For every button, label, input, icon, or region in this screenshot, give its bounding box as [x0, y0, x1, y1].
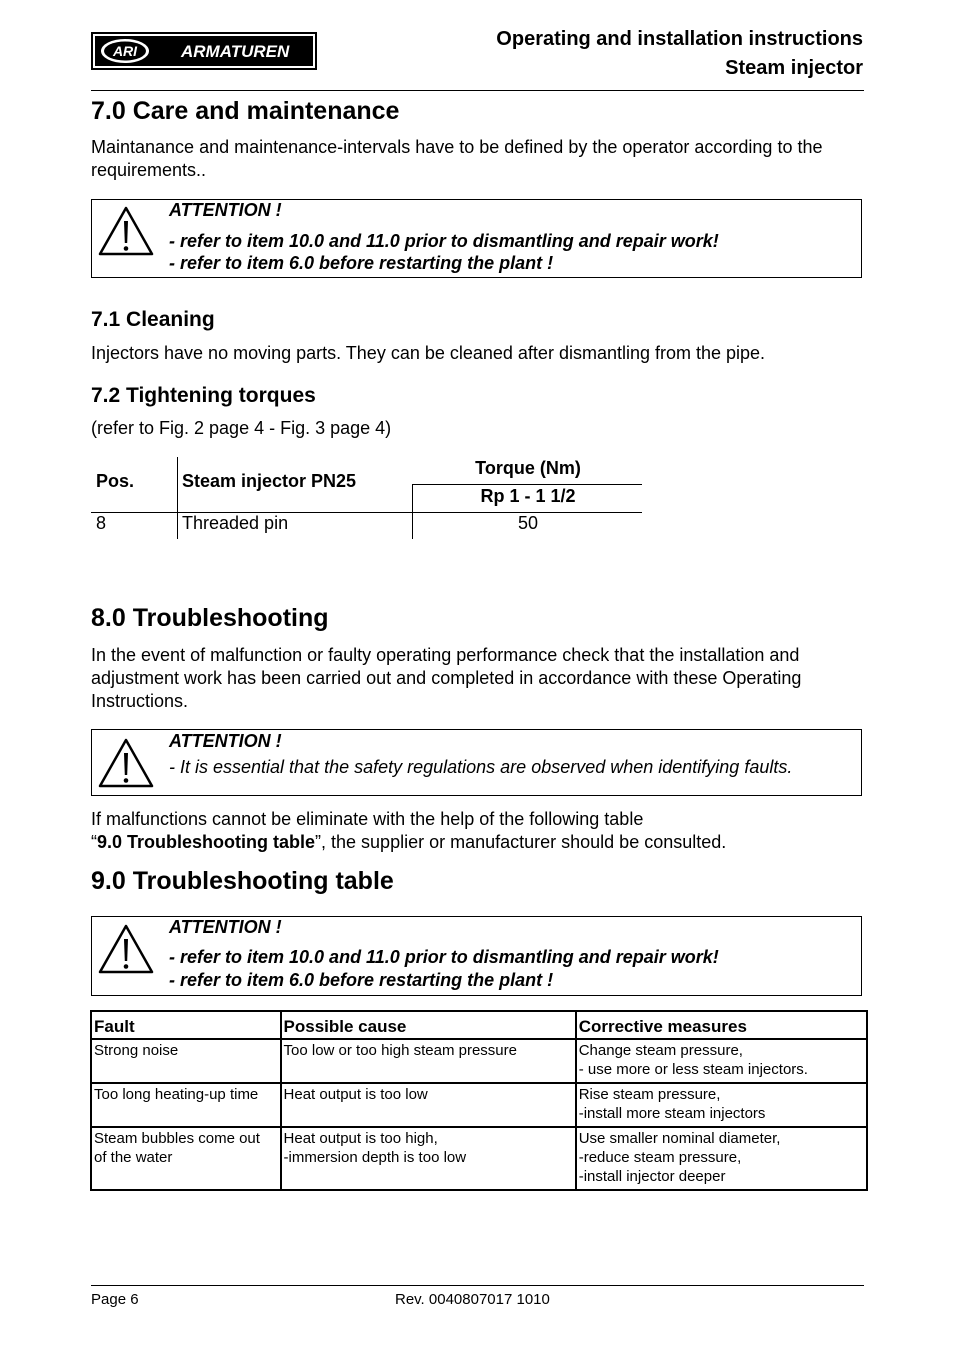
col-fault: Fault: [91, 1011, 281, 1039]
attention-box-table: [91, 916, 862, 996]
header-rule: [91, 90, 864, 91]
cell-line: - use more or less steam injectors.: [578, 1061, 808, 1078]
table-row: [91, 1083, 867, 1127]
cell-line: -immersion depth is too low: [283, 1149, 467, 1166]
cell-cause: [281, 1039, 576, 1083]
attention-box-care: [91, 199, 862, 278]
section-heading-torques: 7.2 Tightening torques: [91, 384, 316, 407]
cell-measures: [576, 1039, 867, 1083]
torque-col-torque: Torque (Nm): [475, 458, 581, 478]
cell-line: -install more steam injectors: [578, 1105, 766, 1122]
cell-measures: [576, 1083, 867, 1127]
revision-number: Rev. 0040807017 1010: [395, 1291, 550, 1308]
cell-fault: [91, 1083, 281, 1127]
logo-mark: ARI: [112, 43, 138, 59]
table-header-row: [91, 1011, 867, 1039]
torque-col-injector: Steam injector PN25: [182, 471, 357, 491]
troubleshooting-after-line1: If malfunctions cannot be eliminate with the help of the following table: [91, 809, 644, 829]
torque-table-divider: [177, 457, 178, 539]
cell-line: Heat output is too low: [283, 1086, 428, 1103]
torques-note: (refer to Fig. 2 page 4 - Fig. 3 page 4): [91, 418, 392, 438]
logo-text: ARMATUREN: [181, 42, 290, 61]
cell-measures: [576, 1127, 867, 1190]
attention-line: - refer to item 10.0 and 11.0 prior to dismantling and repair work!: [169, 231, 719, 251]
attention-title: ATTENTION !: [169, 731, 282, 751]
col-corrective-measures: Corrective measures: [576, 1011, 867, 1039]
attention-box-troubleshooting: [91, 729, 862, 796]
troubleshooting-after-text: [91, 808, 861, 854]
torque-cell-pos: 8: [96, 513, 107, 533]
header-title-line1: Operating and installation instructions: [496, 28, 863, 50]
table-row: [91, 1039, 867, 1083]
cell-line: Change steam pressure,: [578, 1042, 743, 1059]
cell-line: Too low or too high steam pressure: [283, 1042, 517, 1059]
cell-line: Steam bubbles come out: [94, 1130, 260, 1147]
torque-table: [91, 457, 643, 539]
troubleshooting-after-line2: [91, 831, 861, 854]
ari-logo: [91, 32, 317, 70]
cell-line: Too long heating-up time: [94, 1086, 259, 1103]
cell-line: -install injector deeper: [578, 1168, 726, 1185]
section-heading-care: 7.0 Care and maintenance: [91, 97, 400, 125]
cell-fault: [91, 1039, 281, 1083]
troubleshooting-table-reference: 9.0 Troubleshooting table: [97, 832, 316, 852]
care-intro: Maintanance and maintenance-intervals have to be defined by the operator according to the requirements..: [91, 137, 823, 180]
quote-open: “: [91, 832, 97, 852]
cleaning-text: Injectors have no moving parts. They can be cleaned after dismantling from the pipe.: [91, 343, 766, 363]
attention-title: ATTENTION !: [169, 917, 282, 937]
warning-icon: [97, 205, 155, 257]
attention-line: - refer to item 6.0 before restarting the plant !: [169, 253, 554, 273]
section-heading-cleaning: 7.1 Cleaning: [91, 308, 215, 331]
troubleshooting-table: [90, 1010, 868, 1191]
attention-line: - refer to item 10.0 and 11.0 prior to dismantling and repair work!: [169, 947, 719, 967]
attention-line: - It is essential that the safety regulations are observed when identifying faults.: [169, 757, 793, 777]
cell-fault: [91, 1127, 281, 1190]
cell-line: Rise steam pressure,: [578, 1086, 721, 1103]
torque-cell-value: 50: [517, 513, 539, 533]
section-heading-troubleshooting-table: 9.0 Troubleshooting table: [91, 867, 394, 895]
cell-line: Heat output is too high,: [283, 1130, 438, 1147]
header-title-line2: Steam injector: [725, 57, 863, 79]
torque-col-torque-sub: Rp 1 - 1 1/2: [480, 486, 576, 506]
cell-line: Use smaller nominal diameter,: [578, 1130, 781, 1147]
header-title: [496, 25, 863, 83]
table-row: [91, 1127, 867, 1190]
section-heading-troubleshooting: 8.0 Troubleshooting: [91, 604, 329, 632]
attention-title: ATTENTION !: [169, 200, 282, 220]
footer-rule: [91, 1285, 864, 1286]
cell-cause: [281, 1127, 576, 1190]
torque-table-divider: [412, 484, 642, 485]
cell-line: -reduce steam pressure,: [578, 1149, 742, 1166]
troubleshooting-after-rest: ”, the supplier or manufacturer should be consulted.: [315, 832, 727, 852]
troubleshooting-intro: In the event of malfunction or faulty operating performance check that the installation and adjustment work has been carried out and completed in accordance with these Operating Instructions.: [91, 645, 802, 711]
torque-cell-name: Threaded pin: [182, 513, 289, 533]
cell-line: of the water: [94, 1149, 173, 1166]
page-number: Page 6: [91, 1291, 139, 1308]
cell-cause: [281, 1083, 576, 1127]
cell-line: Strong noise: [94, 1042, 179, 1059]
torque-col-pos: Pos.: [96, 471, 135, 491]
warning-icon: [97, 737, 155, 789]
col-possible-cause: Possible cause: [281, 1011, 576, 1039]
warning-icon: [97, 923, 155, 975]
attention-line: - refer to item 6.0 before restarting the plant !: [169, 970, 554, 990]
